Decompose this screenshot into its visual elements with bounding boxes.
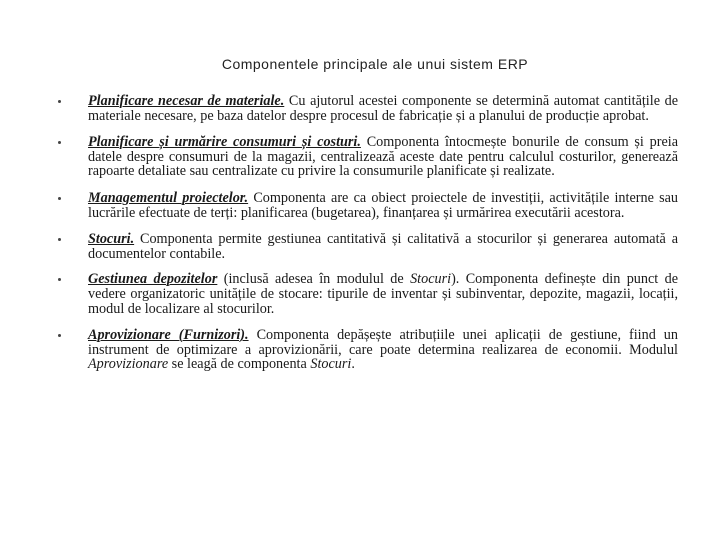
bullet-dot-icon (58, 278, 61, 281)
bullet-dot-icon (58, 141, 61, 144)
bullet-item-procurement (58, 328, 678, 372)
bullet-dot-icon (58, 197, 61, 200)
bullet-list (58, 94, 678, 384)
bullet-item-consumption-costs (58, 135, 678, 179)
item-text: . (351, 356, 355, 373)
item-term: Gestiunea depozitelor (88, 271, 218, 288)
item-emphasis: Aprovizionare (88, 356, 169, 373)
item-term: Planificare și urmărire consumuri și costuri. (88, 134, 361, 151)
bullet-dot-icon (58, 238, 61, 241)
item-text: Componenta are ca obiect proiectele de investiții, activitățile interne sau lucrările efectuate de terți: planificarea (bugetarea), finanțarea și urmărirea executării acestora. (88, 189, 679, 221)
item-term: Planificare necesar de materiale. (88, 93, 285, 109)
item-text: Componenta permite gestiunea cantitativă și calitativă a stocurilor și generarea automată a documentelor contabile. (88, 231, 678, 262)
bullet-item-project-management (58, 191, 678, 220)
slide-title: Componentele principale ale unui sistem ERP (221, 56, 529, 72)
item-term: Managementul proiectelor. (88, 189, 249, 206)
item-text: Componenta depășește atribuțiile unei aplicații de gestiune, fiind un instrument de optimizare a aprovizionării, care poate determina realizarea de economii. Modulul (88, 327, 678, 358)
bullet-item-material-planning (58, 94, 678, 123)
item-text: se leagă de componenta (168, 356, 311, 373)
item-text: Cu ajutorul acestei componente se determină automat cantitățile de materiale necesare, pe baza datelor despre procesul de fabricație și a planului de producție aprobat. (88, 93, 678, 124)
item-text: ). Componenta definește din punct de vedere organizatoric unitățile de stocare: tipurile de inventar și subinventar, depozite, magazii, locații, modul de localizare al stocurilor. (88, 271, 678, 317)
item-emphasis: Stocuri (310, 356, 352, 373)
item-text: (inclusă adesea în modulul de (217, 271, 411, 288)
bullet-dot-icon (58, 334, 61, 337)
item-term: Stocuri. (88, 231, 135, 248)
item-emphasis: Stocuri (410, 271, 452, 288)
bullet-item-warehouses (58, 272, 678, 316)
item-text: Componenta întocmește bonurile de consum și preia datele despre consumuri de la magazii, centralizează aceste date pentru calculul costurilor, generează rapoarte detaliate sau centralizate cu privire la consumurile planificate și realizate. (88, 134, 678, 180)
bullet-dot-icon (58, 100, 61, 103)
item-term: Aprovizionare (Furnizori). (88, 327, 249, 344)
bullet-item-stocks (58, 232, 678, 261)
